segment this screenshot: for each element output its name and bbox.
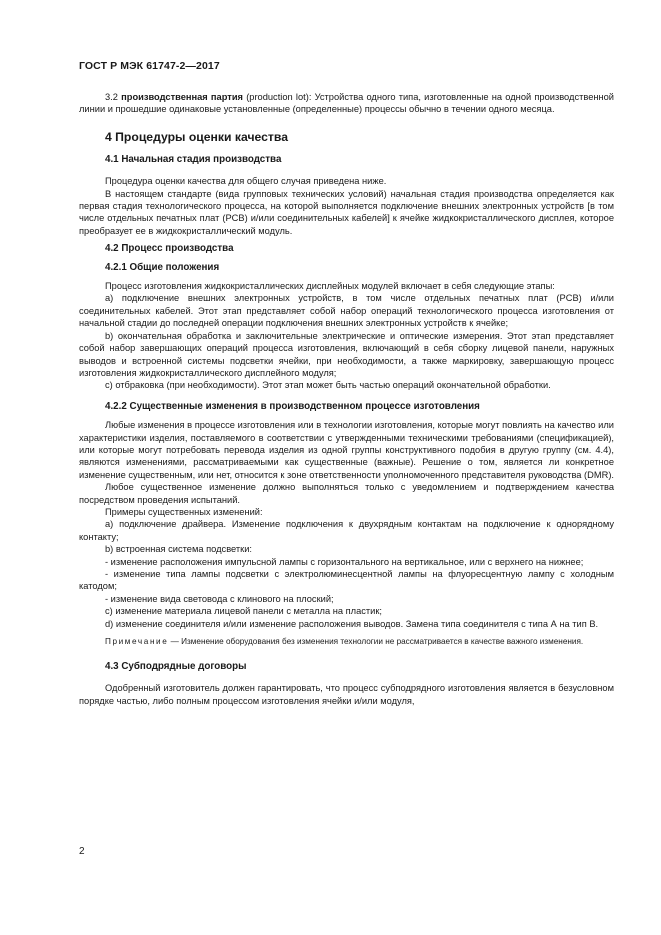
paragraph: В настоящем стандарте (вида групповых технических условий) начальная стадия производства определяется как первая стадия технологического процесса, на которой выполняется подключение внешних электронных устройств [в том числе отдельных печатных плат (PCB) и/или соединительных кабелей] к ячейке жидкокристаллического дисплея, которое преобразует ее в жидкокристаллический модуль. [79,188,614,236]
clause-text: (production lot): Устройства одного типа, изготовленные на одной производственной линии и прошедшие одинаковые установленные (определенные) процессы обычно в течении одного месяца. [79,92,614,115]
section-4-2-2-title: 4.2.2 Существенные изменения в производственном процессе изготовления [105,400,480,412]
list-item-a: а) подключение драйвера. Изменение подключения к двухрядным контактам на подключение к однорядному контакту; [79,519,614,542]
section-4-1-title: 4.1 Начальная стадия производства [105,153,282,165]
list-item-b: b) встроенная система подсветки: [105,544,252,555]
list-item-dash: - изменение вида световода с клинового на плоский; [105,593,334,604]
list-item-d: d) изменение соединителя и/или изменение расположения выводов. Замена типа соединителя с типа А на тип В. [105,618,599,629]
paragraph: Одобренный изготовитель должен гарантировать, что процесс субподрядного изготовления является в безусловном порядке частью, либо полным процессом изготовления ячейки и/или модуля, [79,683,614,706]
note-text: — Изменение оборудования без изменения технологии не рассматривается в качестве важного изменения. [170,637,584,647]
list-item-c: c) изменение материала лицевой панели с металла на пластик; [105,606,382,617]
list-item-b: b) окончательная обработка и заключительные электрические и оптические измерения. Этот этап представляет собой набор завершающих операций процесса изготовления, включающий в себя сборку лицевой панели, наружных выводов и встроенной системы подсветки ячейки, при необходимости, а также маркировку, завершающую процесс изготовления жидкокристаллического дисплейного модуля; [79,330,614,378]
list-item-dash: - изменение типа лампы подсветки с электролюминесцентной лампы на флуоресцентную лампу с холодным катодом; [79,569,614,592]
clause-number: 3.2 [105,92,118,102]
document-body [79,91,614,707]
document-header: ГОСТ Р МЭК 61747-2—2017 [79,60,220,72]
section-4-2-1-title: 4.2.1 Общие положения [105,261,220,273]
list-item-dash: - изменение расположения импульсной лампы с горизонтального на вертикальное, или с верхнего на нижнее; [105,556,584,567]
list-item-c: c) отбраковка (при необходимости). Этот этап может быть частью операций окончательной обработки. [105,380,551,391]
paragraph: Примеры существенных изменений: [105,506,263,517]
clause-term: производственная партия [121,92,243,102]
paragraph: Любое существенное изменение должно выполняться только с уведомлением и подтверждением качества посредством проведения испытаний. [79,482,614,505]
list-item-a: а) подключение внешних электронных устройств, в том числе отдельных печатных плат (PCB) и/или соединительных кабелей. Этот этап представляет собой набор операций технологического процесса изготовления от начальной стадии до последней операции подключения внешних электронных устройств к ячейке; [79,293,614,329]
section-4-3-title: 4.3 Субподрядные договоры [105,661,247,673]
section-4-2-title: 4.2 Процесс производства [105,243,234,255]
paragraph: Процесс изготовления жидкокристаллических дисплейных модулей включает в себя следующие этапы: [105,281,555,292]
section-4-title: 4 Процедуры оценки качества [105,129,289,144]
paragraph: Любые изменения в процессе изготовления или в технологии изготовления, которые могут повлиять на качество или характеристики изделия, поставляемого в соответствии с утвержденными техническими требованиями (спецификацией), или которые могут потребовать перевода изделия из одной группы конструктивного подобия в другую группу (см. 4.4), являются изменениями, рассматриваемыми как существенные (важные). Решение о том, является ли конкретное изменение существенным, или нет, относится к зоне ответственности уполномоченного представителя руководства (DMR). [79,420,614,480]
clause-3-2 [79,91,614,116]
page-number: 2 [79,846,85,857]
note [79,636,614,647]
paragraph: Процедура оценки качества для общего случая приведена ниже. [105,176,387,187]
note-label: Примечание [105,637,169,647]
